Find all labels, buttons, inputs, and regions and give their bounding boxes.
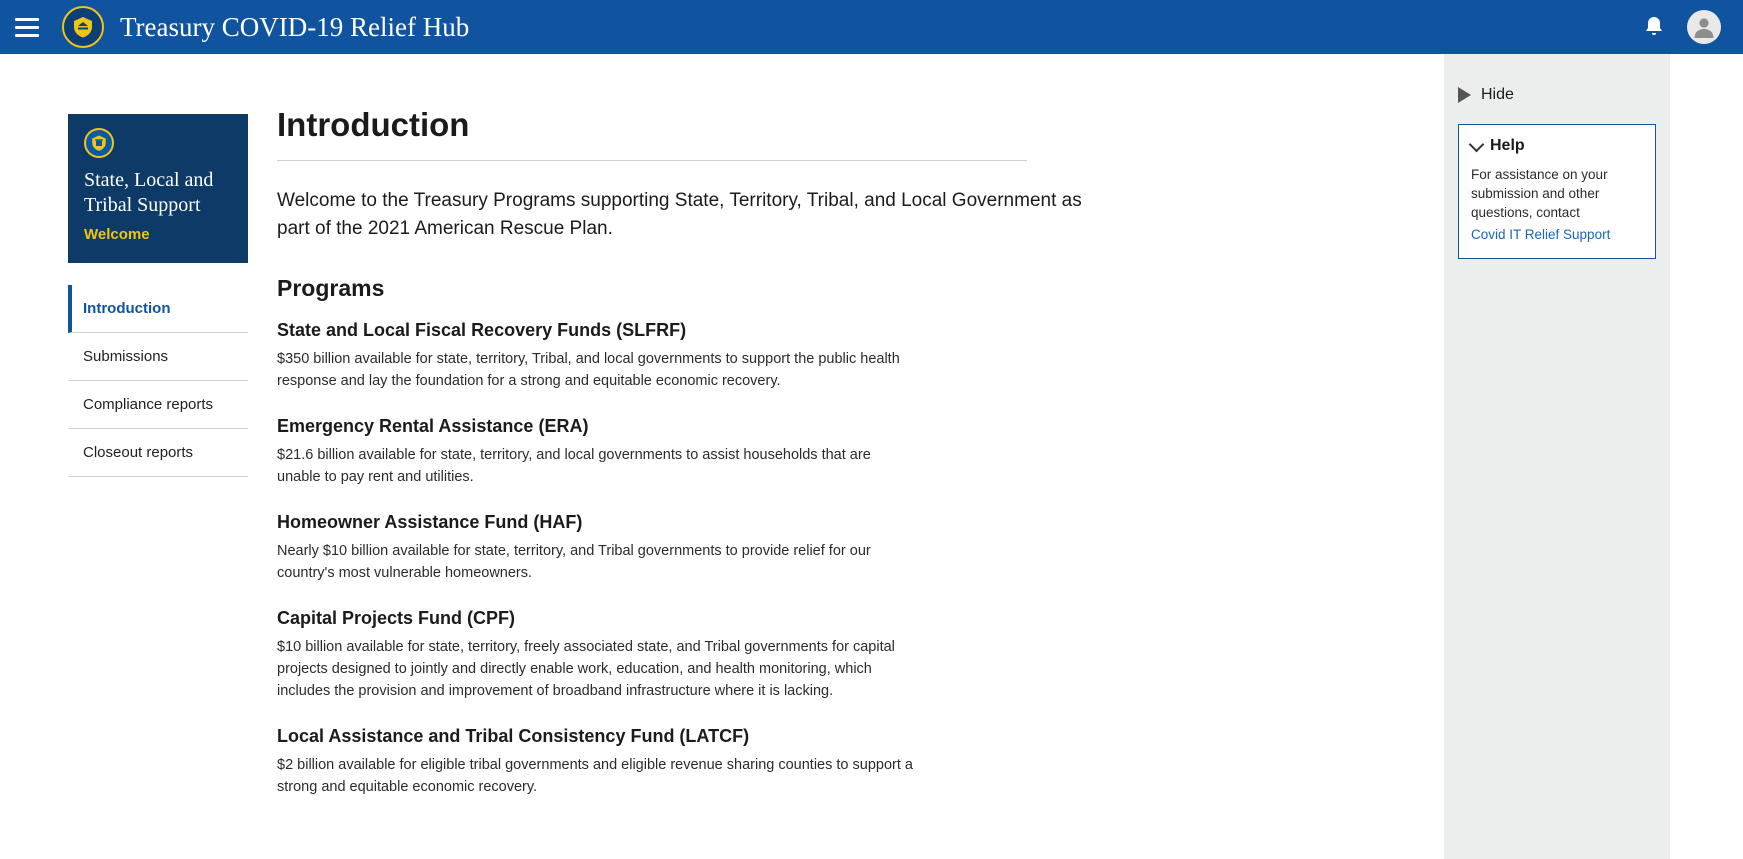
program-card bbox=[68, 114, 248, 263]
top-app-bar bbox=[0, 0, 1743, 54]
sidebar-item-compliance-reports[interactable]: Compliance reports bbox=[68, 381, 248, 429]
bell-icon[interactable] bbox=[1643, 15, 1665, 39]
program-name: Local Assistance and Tribal Consistency Fund (LATCF) bbox=[277, 726, 750, 746]
program-card-subtitle: Welcome bbox=[84, 226, 150, 243]
program-card-title: State, Local and Tribal Support bbox=[84, 169, 214, 216]
page-title-brand: Treasury COVID-19 Relief Hub bbox=[120, 11, 470, 42]
main-content bbox=[277, 106, 1157, 822]
program-description: $10 billion available for state, territory, freely associated state, and Tribal governments for capital projects designed to jointly and directly enable work, education, and health monitoring, which includes the provision and improvement of broadband infrastructure where it is lacking. bbox=[277, 639, 895, 699]
program-name: Homeowner Assistance Fund (HAF) bbox=[277, 512, 583, 532]
right-rail bbox=[1444, 54, 1670, 859]
covid-it-relief-support-link[interactable]: Covid IT Relief Support bbox=[1471, 227, 1611, 242]
program-description: $21.6 billion available for state, territory, and local governments to assist households that are unable to pay rent and utilities. bbox=[277, 447, 871, 485]
treasury-building-icon bbox=[84, 128, 114, 158]
help-panel-body: For assistance on your submission and other questions, contact bbox=[1471, 167, 1608, 220]
treasury-seal-icon bbox=[62, 6, 104, 48]
help-panel-header[interactable] bbox=[1471, 137, 1641, 155]
program-item bbox=[277, 512, 1157, 584]
hamburger-bar bbox=[15, 26, 39, 29]
page-title: Introduction bbox=[277, 106, 470, 143]
topbar-actions bbox=[1643, 10, 1743, 44]
sidebar-nav bbox=[68, 285, 248, 477]
program-name: Emergency Rental Assistance (ERA) bbox=[277, 416, 589, 436]
program-item bbox=[277, 416, 1157, 488]
programs-heading: Programs bbox=[277, 275, 385, 301]
program-name: Capital Projects Fund (CPF) bbox=[277, 608, 516, 628]
chevron-down-icon bbox=[1469, 136, 1485, 152]
program-item bbox=[277, 726, 1157, 798]
intro-paragraph: Welcome to the Treasury Programs supporting State, Territory, Tribal, and Local Government as part of the 2021 American Rescue Plan. bbox=[277, 190, 1082, 239]
help-panel bbox=[1458, 124, 1656, 259]
hamburger-bar bbox=[15, 18, 39, 21]
program-description: $2 billion available for eligible tribal governments and eligible revenue sharing counties to support a strong and equitable economic recovery. bbox=[277, 757, 913, 795]
user-avatar-icon[interactable] bbox=[1687, 10, 1721, 44]
hide-panel-button[interactable] bbox=[1444, 54, 1670, 104]
page-body bbox=[0, 54, 1743, 859]
hamburger-bar bbox=[15, 34, 39, 37]
left-sidebar bbox=[68, 114, 248, 477]
triangle-right-icon bbox=[1458, 87, 1471, 103]
program-item bbox=[277, 320, 1157, 392]
program-description: Nearly $10 billion available for state, territory, and Tribal governments to provide relief for our country's most vulnerable homeowners. bbox=[277, 543, 871, 581]
program-name: State and Local Fiscal Recovery Funds (SLFRF) bbox=[277, 320, 687, 340]
sidebar-item-closeout-reports[interactable]: Closeout reports bbox=[68, 429, 248, 477]
program-item bbox=[277, 608, 1157, 702]
hamburger-menu-icon[interactable] bbox=[0, 0, 54, 54]
hide-panel-label: Hide bbox=[1481, 86, 1514, 103]
sidebar-item-submissions[interactable]: Submissions bbox=[68, 333, 248, 381]
title-divider bbox=[277, 160, 1027, 161]
sidebar-item-introduction[interactable]: Introduction bbox=[68, 285, 248, 333]
program-description: $350 billion available for state, territory, Tribal, and local governments to support the public health response and lay the foundation for a strong and equitable economic recovery. bbox=[277, 351, 900, 389]
help-panel-title: Help bbox=[1490, 137, 1525, 154]
